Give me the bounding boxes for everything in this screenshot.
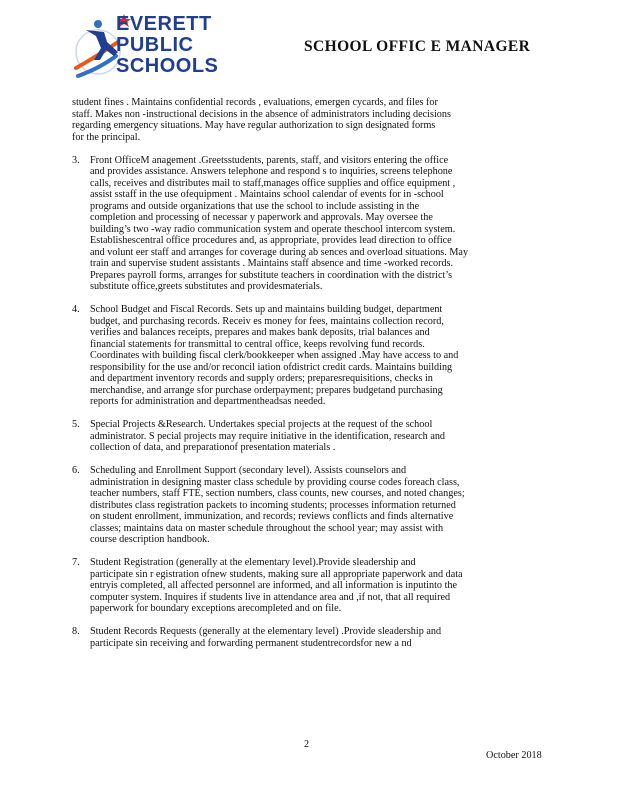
text-line: Prepares payroll forms, arranges for substitute teachers in coordination with the district’s: [90, 269, 453, 281]
text-line: and department inventory records and supply orders; preparesrequisitions, checks in: [90, 373, 433, 384]
item-number: 8.: [72, 626, 80, 637]
text-line: on student enrollment, immunization, and records; reviews conflicts and finds alternative: [90, 511, 454, 522]
logo-wordmark: [116, 14, 218, 77]
text-line: participate sin r egistration ofnew students, making sure all appropriate paperwork and data: [90, 568, 463, 580]
text-line: verifies and balances receipts, prepares and makes bank deposits, trial balances and: [90, 327, 430, 338]
document-title: SCHOOL OFFIC E MANAGER: [304, 38, 531, 55]
text-line: calls, receives and distributes mail to staff,manages office supplies and office equipment ,: [90, 177, 456, 189]
text-line: budget, and purchasing records. Receiv es money for fees, maintains collection record,: [90, 315, 444, 327]
item-number: 5.: [72, 419, 80, 430]
text-line: substitute office,greets substitutes and providesmaterials.: [90, 281, 323, 292]
footer-date: October 2018: [486, 750, 542, 761]
text-line: course description handbook.: [90, 534, 210, 545]
logo-line-3: SCHOOLS: [116, 55, 219, 77]
list-item-4: [72, 304, 558, 408]
text-line: Student Records Requests (generally at the elementary level) .Provide sleadership and: [90, 626, 442, 637]
text-line: Student Registration (generally at the elementary level).Provide sleadership and: [90, 557, 416, 568]
text-line: responsibility for the use and/or reconcil iation ofdistrict credit cards. Maintains building: [90, 361, 453, 373]
text-line: computer system. Inquires if students live in attendance area and ,if not, that all required: [90, 591, 451, 603]
text-line: train and supervise student assistants . Maintains staff absence and time -worked records.: [90, 258, 454, 269]
text-line: Special Projects &Research. Undertakes special projects at the request of the school: [90, 419, 433, 430]
text-line: financial statements for transmittal to central office, keeps revolving fund records.: [90, 338, 425, 350]
logo-line-2: PUBLIC: [116, 34, 194, 56]
item-number: 6.: [72, 465, 80, 476]
text-line: building’s two -way radio communication system and operate theschool intercom system.: [90, 223, 456, 235]
item-number: 3.: [72, 154, 80, 166]
everett-public-schools-logo: [74, 12, 249, 82]
text-line: staff. Makes non -instructional decisions in the absence of administrators including decisions: [72, 108, 451, 120]
document-body: [72, 97, 558, 661]
text-line: administration in designing master class schedule by providing course codes foreach class,: [90, 476, 460, 488]
text-line: regarding emergency situations. May have regular authorization to sign designated forms: [72, 120, 436, 131]
text-line: and volunt eer staff and arranges for coverage during ab sences and overload situations. May: [90, 246, 469, 258]
text-line: reports for administration and departmentheadsas needed.: [90, 396, 326, 407]
page-number: 2: [304, 739, 310, 750]
text-line: Scheduling and Enrollment Support (secondary level). Assists counselors and: [90, 465, 407, 476]
list-item-8: [72, 626, 558, 649]
text-line: programs and outside organizations that use the school to include assisting in the: [90, 200, 420, 212]
text-line: paperwork for boundary exceptions arecompleted and on file.: [90, 603, 342, 614]
text-line: merchandise, and arrange sfor purchase orderpayment; prepares budgetand purchasing: [90, 384, 443, 396]
text-line: and provides assistance. Answers telephone and respond s to inquiries, screens telephone: [90, 166, 453, 177]
list-item-7: [72, 557, 558, 615]
text-line: student fines . Maintains confidential records , evaluations, emergen cycards, and files for: [72, 97, 438, 108]
text-line: participate sin receiving and forwarding permanent studentrecordsfor new a nd: [90, 637, 412, 649]
text-line: completion and processing of necessar y paperwork and approvals. May oversee the: [90, 212, 433, 223]
text-line: collection of data, and preparationof presentation materials .: [90, 442, 336, 453]
item-number: 4.: [72, 304, 80, 315]
list-item-5: [72, 419, 558, 454]
item-number: 7.: [72, 557, 80, 568]
text-line: School Budget and Fiscal Records. Sets up and maintains building budget, department: [90, 304, 443, 315]
text-line: Coordinates with building fiscal clerk/bookkeeper when assigned .May have access to and: [90, 350, 459, 361]
logo-line-1: EVERETT: [116, 13, 212, 35]
text-line: Establishescentral office procedures and, as appropriate, provides lead direction to office: [90, 235, 452, 246]
logo-figure-head: [94, 20, 102, 28]
intro-paragraph: [72, 97, 558, 143]
text-line: administrator. S pecial projects may require initiative in the identification, research and: [90, 430, 446, 442]
text-line: Front OfficeM anagement .Greetsstudents, parents, staff, and visitors entering the office: [90, 154, 449, 166]
text-line: entryis completed, all affected personnel are informed, and all information is inputinto the: [90, 580, 458, 591]
text-line: teacher numbers, staff FTE, section numbers, class counts, new courses, and noted changes;: [90, 488, 465, 499]
text-line: for the principal.: [72, 131, 141, 143]
text-line: assist sstaff in the use ofequipment . Maintains school calendar of events for in -school: [90, 189, 444, 200]
list-item-3: [72, 155, 558, 293]
list-item-6: [72, 465, 558, 546]
text-line: classes; maintains data on master schedule throughout the school year; may assist with: [90, 522, 444, 534]
text-line: distributes class registration packets to incoming students; processes information returned: [90, 499, 456, 511]
